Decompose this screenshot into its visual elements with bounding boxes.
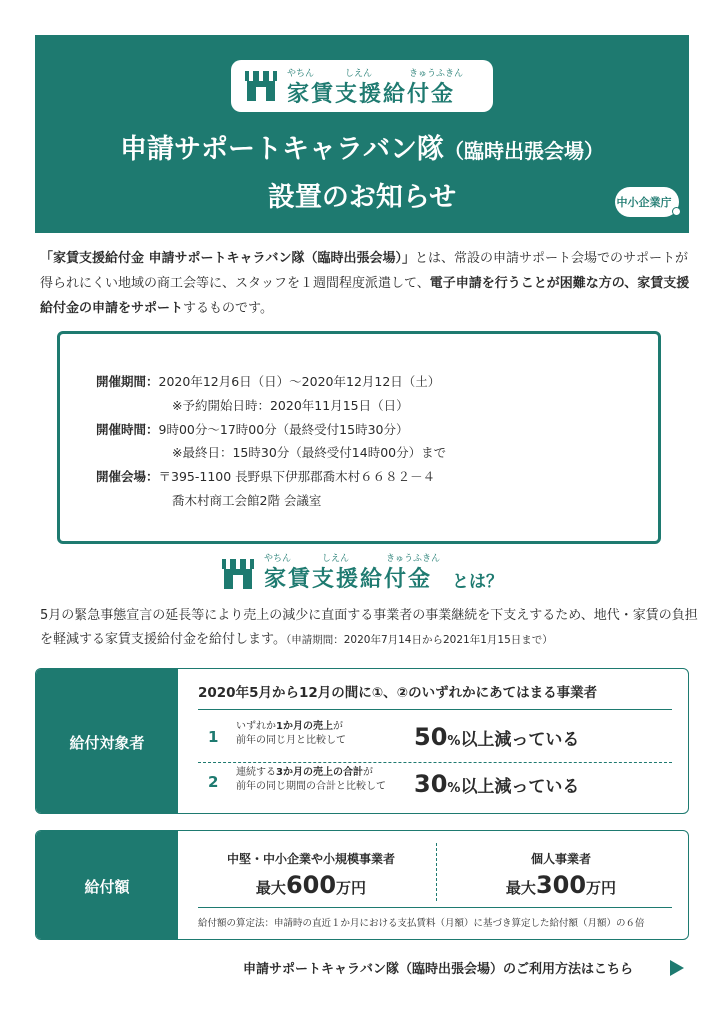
application-period: （申請期間：2020年7月14日から2021年1月15日まで） (285, 634, 553, 646)
period-value: 2020年12月6日（日）～2020年12月12日（土） (158, 374, 441, 389)
percent-value: 30 (414, 770, 448, 798)
usage-link[interactable]: 申請サポートキャラバン隊（臨時出張会場）のご利用方法はこちら (243, 962, 634, 977)
ruby-shien: しえん (322, 554, 350, 564)
ruby-yachin: やちん (264, 554, 292, 564)
divider (198, 907, 672, 908)
statement-text: 以上減っている (460, 777, 580, 797)
amount-prefix: 最大 (505, 879, 536, 897)
venue-value: 〒395-1100 長野県下伊那郡喬木村６６８２－４ (158, 469, 436, 484)
amount-value: 300 (535, 871, 587, 899)
header-banner (35, 35, 689, 233)
line-pre: いずれか (236, 721, 276, 732)
ruby-shien: しえん (345, 69, 373, 79)
about-suffix: とは？ (452, 572, 503, 592)
arrow-right-icon[interactable] (670, 960, 684, 976)
program-logo (231, 60, 493, 112)
criterion-statement (414, 770, 579, 798)
criterion-number: 2 (208, 773, 219, 791)
column-divider (436, 843, 437, 901)
intro-text: とは、常設の申請サポート会場でのサポートが得られにくい地域の商工会等に、スタッフを１週間程度派遣して、 (40, 251, 689, 291)
time-label: 開催時間： (96, 422, 159, 437)
title-main: 申請サポートキャラバン隊 (120, 134, 444, 165)
corporate-amount (186, 871, 436, 899)
criterion-desc (236, 766, 386, 794)
eligibility-side (36, 669, 178, 813)
line-bold: 3か月の売上の合計 (276, 767, 363, 778)
amount-box (35, 830, 689, 940)
ruby-yachin: やちん (287, 69, 315, 79)
amount-side (36, 831, 178, 939)
agency-dot-icon (672, 207, 681, 216)
amount-unit: 万円 (586, 879, 617, 897)
amount-formula: 給付額の算定法：申請時の直近１か月における支払賃料（月額）に基づき算定した給付額（月額）の６倍 (198, 918, 645, 929)
about-description (40, 604, 700, 652)
period-note: ※予約開始日時：2020年11月15日（日） (172, 398, 409, 413)
intro-end: するものです。 (183, 301, 273, 316)
criterion-statement (414, 723, 579, 751)
divider-dashed (198, 762, 672, 763)
line-post: が (362, 767, 373, 778)
title-paren: （臨時出張会場） (444, 139, 604, 163)
time-value: 9時00分～17時00分（最終受付15時30分） (158, 422, 409, 437)
eligibility-heading: 2020年5月から12月の間に①、②のいずれかにあてはまる事業者 (198, 685, 598, 701)
page-title (35, 127, 689, 166)
venue-note: 喬木村商工会館2階 会議室 (172, 493, 322, 508)
shop-icon (222, 559, 254, 589)
divider (198, 709, 672, 710)
intro-program-name: 「家賃支援給付金 申請サポートキャラバン隊（臨時出張会場）」 (40, 251, 416, 266)
page-subtitle: 設置のお知らせ (267, 182, 457, 213)
about-heading (222, 551, 522, 596)
statement-text: 以上減っている (460, 730, 580, 750)
percent-sign: % (447, 781, 461, 796)
time-note: ※最終日：15時30分（最終受付14時00分）まで (172, 445, 447, 460)
logo-title: 家賃支援給付金 (287, 82, 456, 107)
event-details-box (57, 331, 661, 544)
intro-highlight: 電子申請を行うことが困難な方の、家賃支援給付金の申請をサポート (40, 276, 690, 316)
amount-unit: 万円 (336, 879, 367, 897)
criterion-line1 (236, 766, 386, 780)
line-post: が (332, 721, 343, 732)
amount-value: 600 (285, 871, 337, 899)
corporate-title: 中堅・中小企業や小規模事業者 (226, 852, 395, 866)
time-row (96, 422, 409, 438)
eligibility-box (35, 668, 689, 814)
percent-sign: % (447, 734, 461, 749)
criterion-desc (236, 720, 346, 748)
about-desc-text: 5月の緊急事態宣言の延長等により売上の減少に直面する事業者の事業継続を下支えするため、地代・家賃の負担を軽減する家賃支援給付金を給付します。 (40, 608, 698, 647)
period-label: 開催期間： (96, 374, 159, 389)
criterion-line2: 前年の同じ期間の合計と比較して (236, 781, 386, 792)
agency-name: 中小企業庁 (616, 196, 672, 209)
venue-row (96, 469, 435, 485)
percent-value: 50 (414, 723, 448, 751)
line-bold: 1か月の売上 (276, 721, 333, 732)
criterion-line1 (236, 720, 346, 734)
venue-label: 開催会場： (96, 469, 159, 484)
individual-title: 個人事業者 (530, 852, 591, 866)
criterion-line2: 前年の同じ月と比較して (236, 735, 346, 746)
individual-amount (441, 871, 681, 899)
ruby-kyufukin: きゅうふきん (409, 69, 464, 79)
agency-logo (615, 187, 679, 217)
amount-label: 給付額 (84, 878, 130, 896)
shop-icon (245, 71, 277, 101)
period-row (96, 374, 440, 390)
eligibility-label: 給付対象者 (69, 734, 145, 752)
about-logo-title: 家賃支援給付金 (264, 567, 433, 592)
criterion-number: 1 (208, 728, 219, 746)
ruby-kyufukin: きゅうふきん (386, 554, 441, 564)
intro-paragraph (40, 246, 690, 321)
line-pre: 連続する (236, 767, 276, 778)
amount-prefix: 最大 (255, 879, 286, 897)
